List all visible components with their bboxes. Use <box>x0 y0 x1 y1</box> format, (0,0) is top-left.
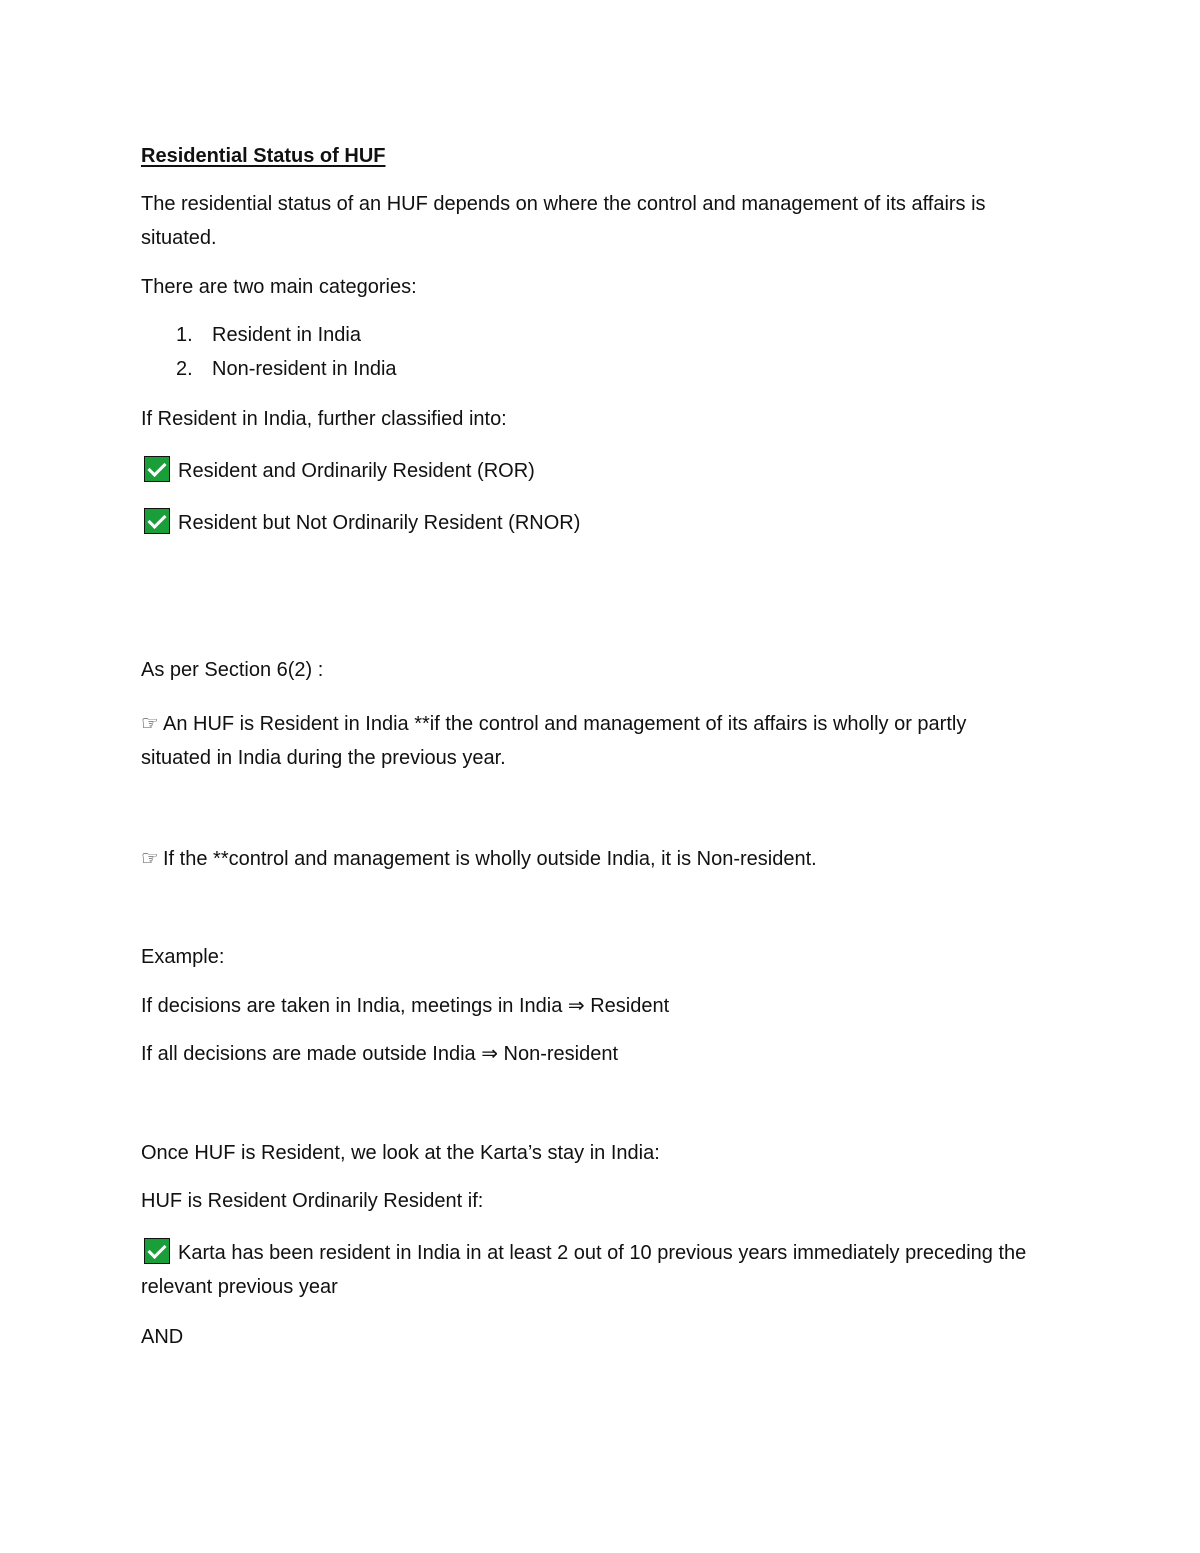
classification-text: Resident but Not Ordinarily Resident (RNOR) <box>178 512 581 534</box>
classification-item <box>141 454 535 488</box>
rule-non-resident <box>141 841 817 876</box>
pointing-hand-icon: ☞ <box>141 711 159 735</box>
check-mark-icon <box>144 508 170 534</box>
and-connector: AND <box>141 1326 184 1348</box>
list-number: 2. <box>176 358 193 380</box>
intro-paragraph: The residential status of an HUF depends on where the control and management of its affairs is situated. <box>141 193 986 249</box>
rule-text: An HUF is Resident in India **if the control and management of its affairs is wholly or partly situated in India during the previous year. <box>141 713 967 769</box>
example-resident: If decisions are taken in India, meetings in India ⇒ Resident <box>141 995 670 1017</box>
pointing-hand-icon: ☞ <box>141 846 159 870</box>
condition-text: Karta has been resident in India in at least 2 out of 10 previous years immediately preceding the relevant previous year <box>141 1242 1027 1298</box>
rule-resident <box>141 706 1041 775</box>
classification-text: Resident and Ordinarily Resident (ROR) <box>178 460 535 482</box>
check-mark-icon <box>144 456 170 482</box>
further-classification: If Resident in India, further classified into: <box>141 408 507 430</box>
list-item-text: Non-resident in India <box>212 358 397 380</box>
classification-item <box>141 506 580 540</box>
example-non-resident: If all decisions are made outside India ⇒ Non-resident <box>141 1043 619 1065</box>
karta-intro: Once HUF is Resident, we look at the Karta’s stay in India: <box>141 1142 660 1164</box>
category-list-item <box>176 352 397 386</box>
condition-item <box>141 1236 1041 1304</box>
categories-intro: There are two main categories: <box>141 276 417 298</box>
list-number: 1. <box>176 324 193 346</box>
ror-condition-intro: HUF is Resident Ordinarily Resident if: <box>141 1190 484 1212</box>
example-label: Example: <box>141 946 225 968</box>
list-item-text: Resident in India <box>212 324 361 346</box>
page-title: Residential Status of HUF <box>141 145 386 167</box>
section-heading: As per Section 6(2) : <box>141 659 324 681</box>
category-list-item <box>176 318 361 352</box>
rule-text: If the **control and management is wholly outside India, it is Non-resident. <box>163 848 817 870</box>
check-mark-icon <box>144 1238 170 1264</box>
